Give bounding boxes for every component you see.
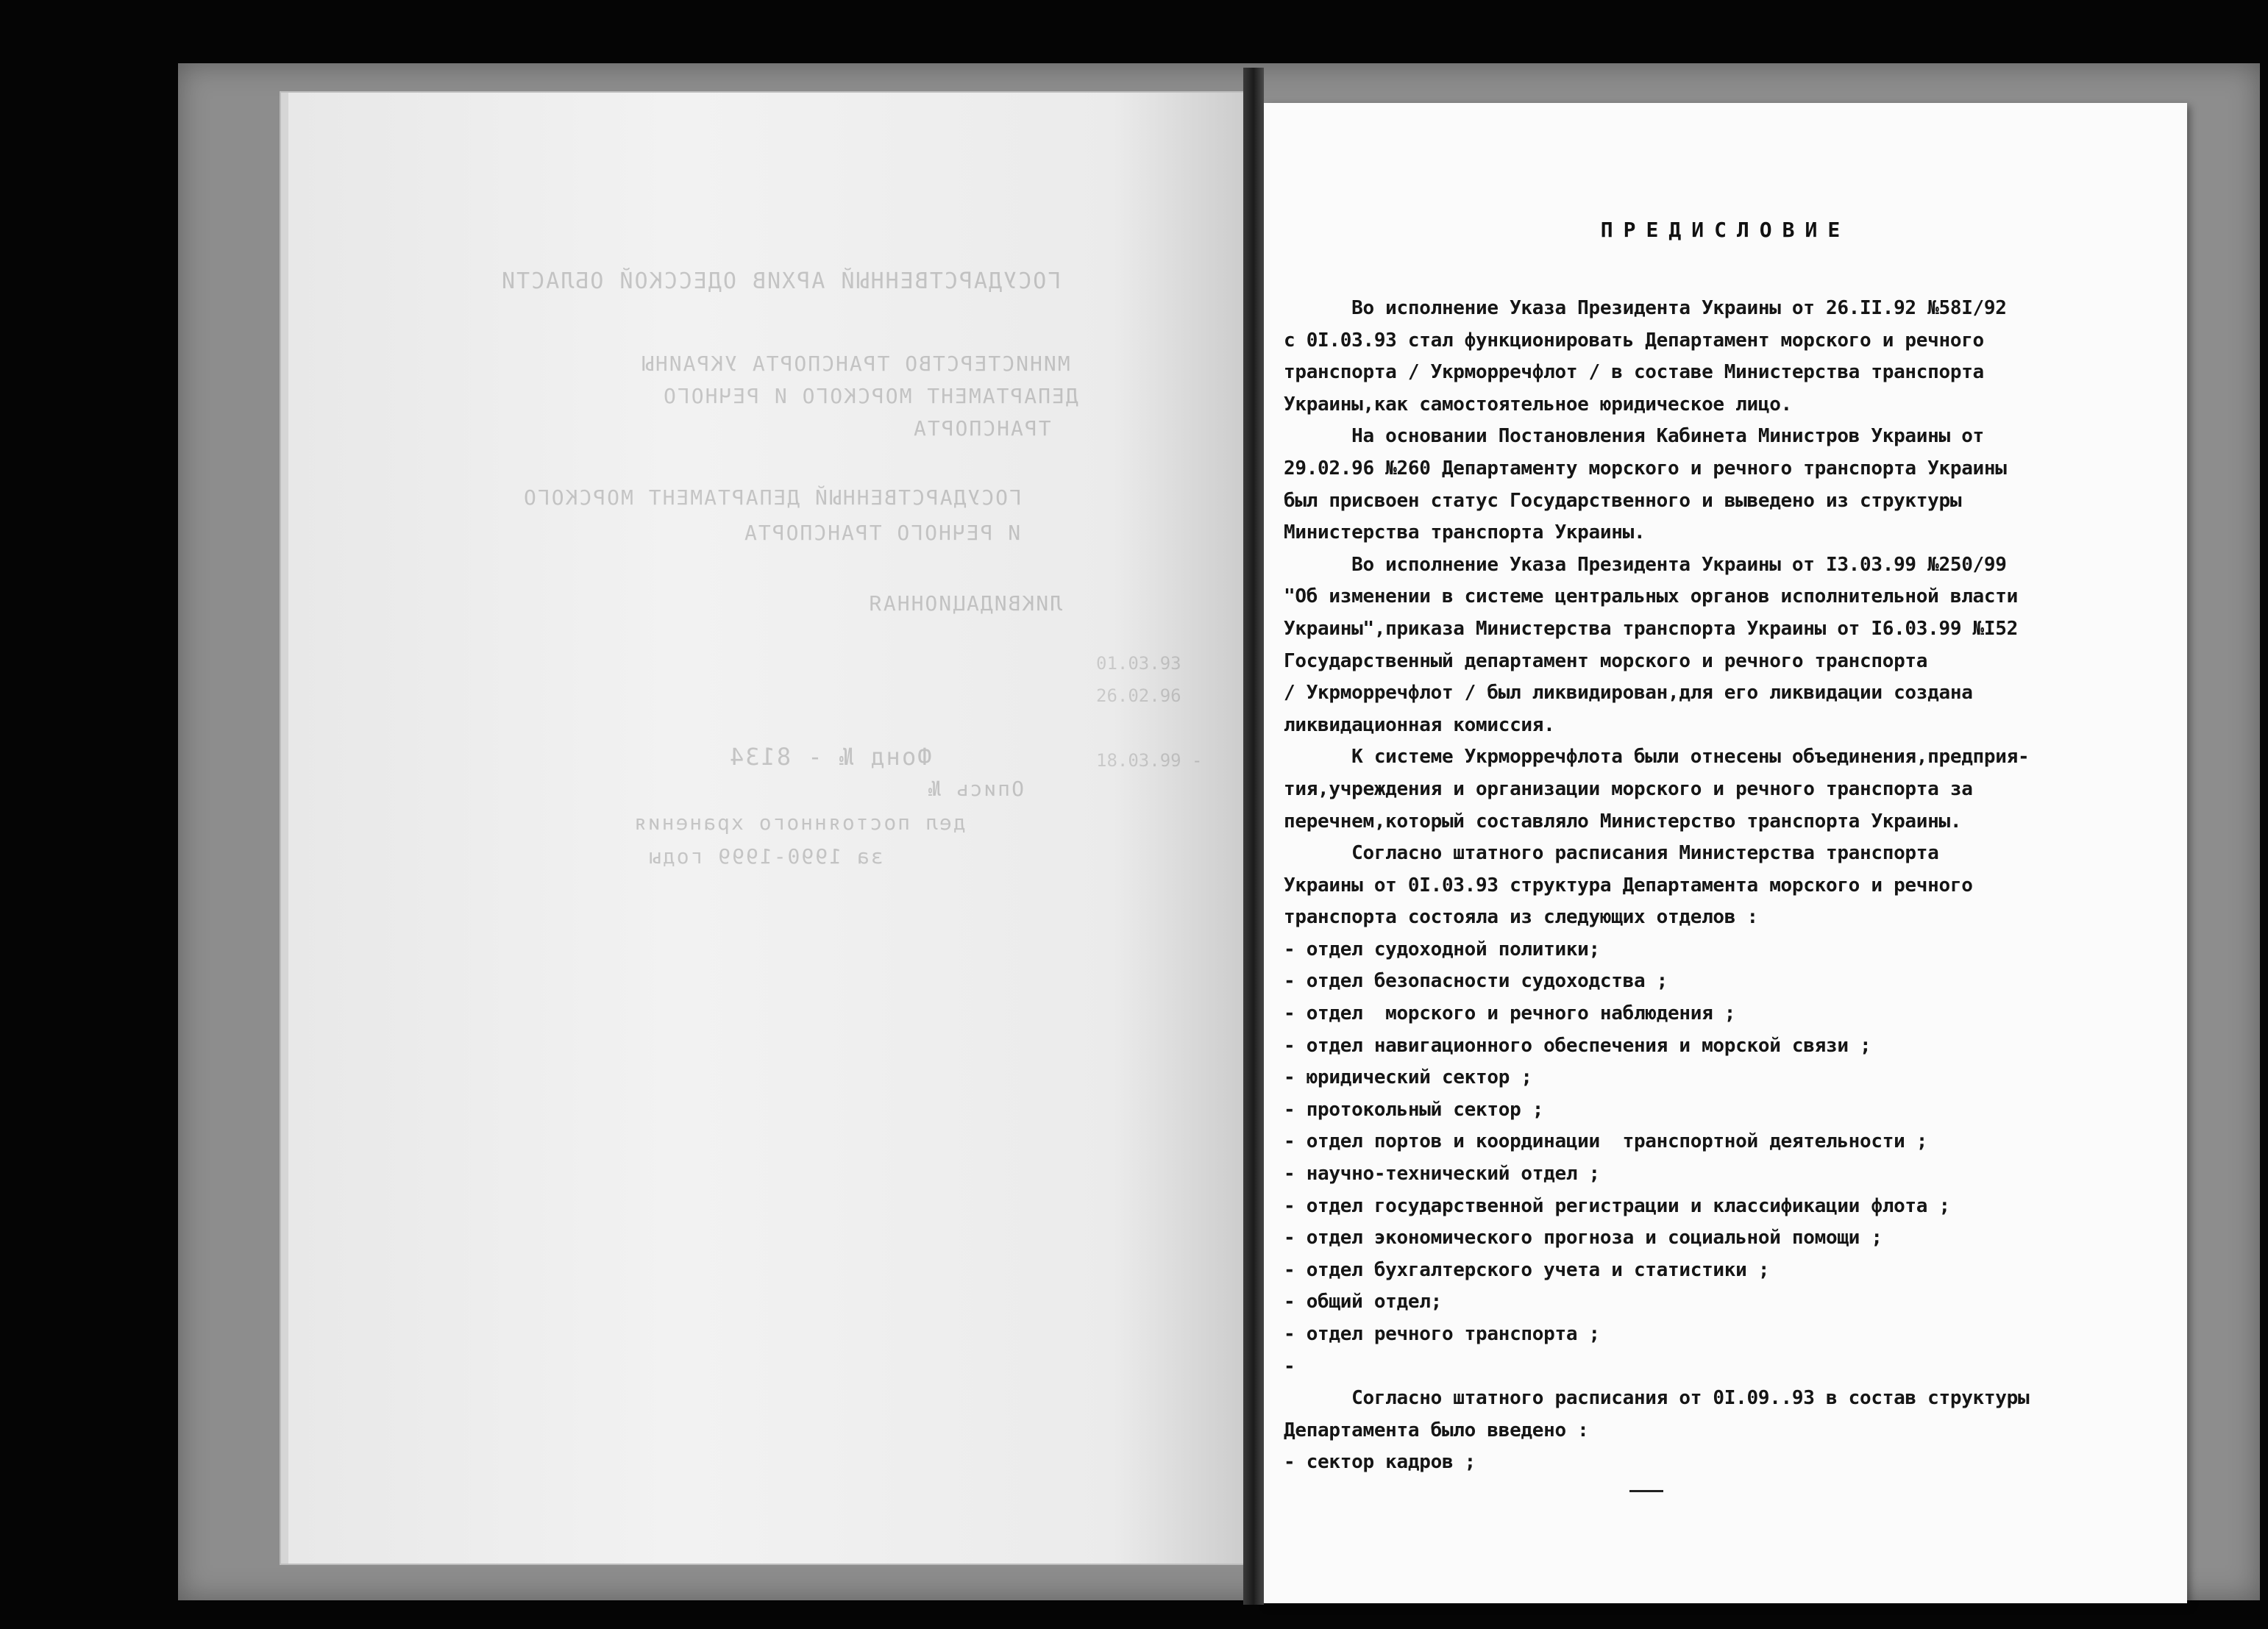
preface-body [1284,293,2181,1479]
department-item: - отдел судоходной политики; [1284,938,1600,960]
paragraph-1: Во исполнение Указа Президента Украины от 26.II.92 №58I/92 с 0I.03.93 стал функционировать Департамент морского и речного транспорта / Укрморречфлот / в составе Министерства транспорта Украины,как самостоятельное юридическое лицо. [1284,297,2007,416]
book-spine [1243,68,1264,1605]
closing-item: - сектор кадров ; [1284,1451,1476,1474]
department-item: - протокольный сектор ; [1284,1098,1544,1121]
bleed-ministry: МИНИСТЕРСТВО ТРАНСПОРТА УКРАИНЫ [640,352,1070,376]
paragraph-5: Согласно штатного расписания Министерства транспорта Украины от 0I.03.93 структура Департамента морского и речного транспорта состояла из следующих отделов : [1284,842,1973,929]
bleed-opis-number: Опись № [927,777,1025,801]
bleed-storage: дел постоянного хранения [633,810,966,835]
department-item: - отдел речного транспорта ; [1284,1323,1600,1345]
department-item: - отдел экономического прогноза и социальной помощи ; [1284,1227,1883,1250]
bleed-river-transport: И РЕЧНОГО ТРАНСПОРТА [743,521,1021,545]
department-item: - общий отдел; [1284,1291,1442,1313]
bleed-state-department: ГОСУДАРСТВЕННЫЙ ДЕПАРТАМЕНТ МОРСКОГО [522,485,1022,510]
bleed-margin-dates: 01.03.93 26.02.96 18.03.99 [1096,653,1181,771]
closing-paragraph: Согласно штатного расписания от 0I.09..93 в состав структуры Департамента было введено : [1284,1387,2030,1441]
paragraph-4: К системе Укрморречфлота были отнесены объединения,предприя- тия,учреждения и организации морского и речного транспорта за перечнем,который составляло Министерство транспорта Украины. [1284,746,2030,833]
department-item: - отдел морского и речного наблюдения ; [1284,1002,1736,1025]
department-item: - [1284,1355,1295,1377]
page-heading: ПРЕДИСЛОВИЕ [1600,218,1851,242]
department-item: - юридический сектор ; [1284,1066,1532,1089]
paragraph-2: На основании Постановления Кабинета Министров Украины от 29.02.96 №260 Департаменту морского и речного транспорта Украины был присвоен статус Государственного и выведено из структуры Министерства транспорта Украины. [1284,425,2007,544]
bleed-fond-number: Фонд № - 8134 [728,743,932,771]
department-item: - отдел бухгалтерского учета и статистики ; [1284,1258,1770,1281]
paragraph-3: Во исполнение Указа Президента Украины от I3.03.99 №250/99 "Об изменении в системе центральных органов исполнительной власти Украины",приказа Министерства транспорта Украины от I6.03.99 №I52 Государственный департамент морского и речного транспорта / Укрморречфлот / был ликвидирован,для его ликвидации создана ликвидационная комиссия. [1284,553,2018,736]
bleed-title: ГОСУДАРСТВЕННЫЙ АРХИВ ОДЕССКОЙ ОБЛАСТИ [500,268,1062,294]
bleed-years: за 1990-1999 годы [647,844,884,869]
department-item: - отдел портов и координации транспортной деятельности ; [1284,1130,1928,1153]
page-number-dash [1629,1490,1663,1492]
bleed-transport: ТРАНСПОРТА [912,416,1051,441]
bleed-department: ДЕПАРТАМЕНТ МОРСКОГО И РЕЧНОГО [662,384,1078,408]
department-item: - отдел государственной регистрации и классификации флота ; [1284,1194,1950,1217]
department-item: - отдел безопасности судоходства ; [1284,970,1668,993]
department-item: - отдел навигационного обеспечения и морской связи ; [1284,1034,1871,1057]
department-item: - научно-технический отдел ; [1284,1163,1600,1186]
bleed-liquidation: ЛИКВИДАЦИОННАЯ [868,591,1063,616]
